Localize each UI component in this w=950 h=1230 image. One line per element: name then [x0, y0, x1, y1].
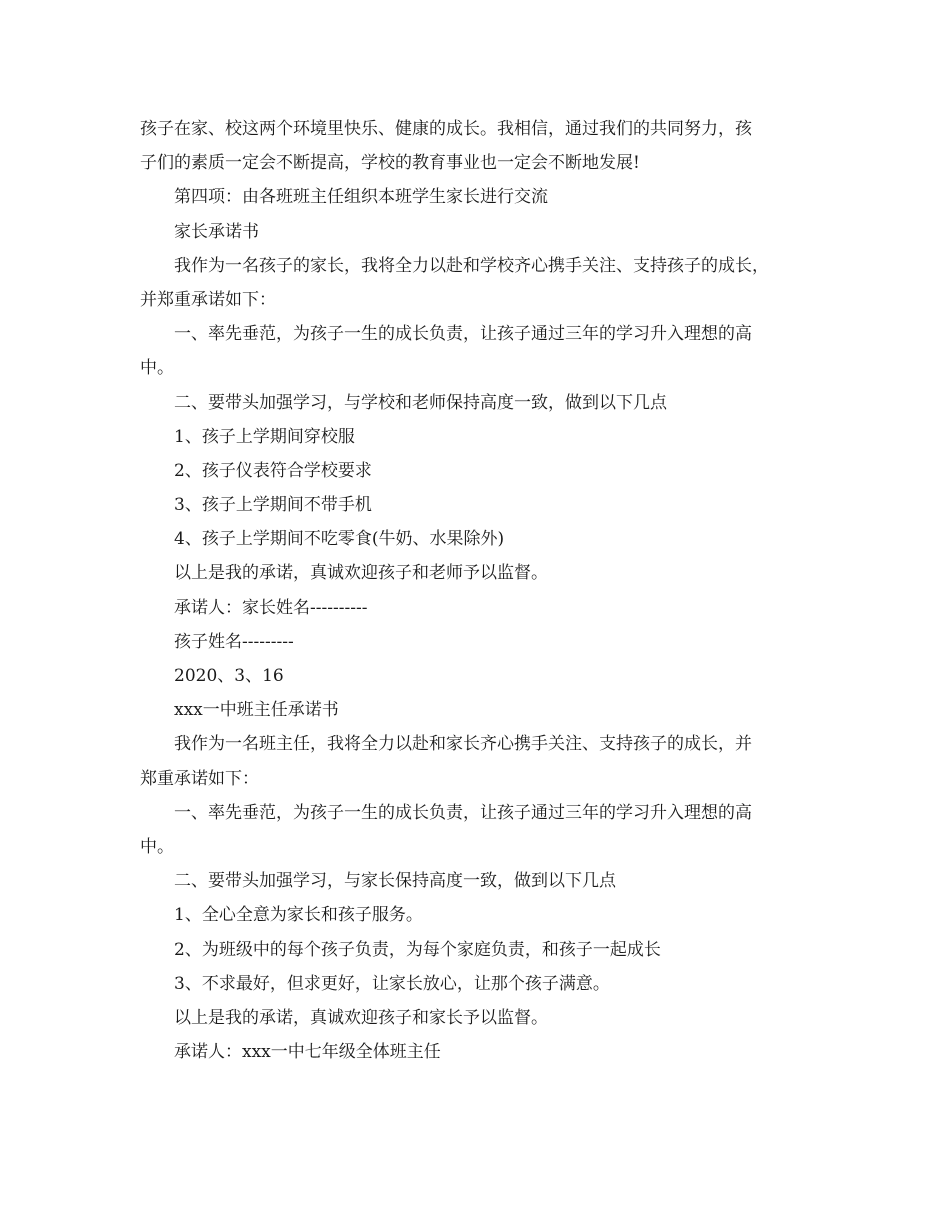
text-line: 2、孩子仪表符合学校要求 [174, 460, 372, 481]
text-line: 家长承诺书 [174, 221, 259, 242]
text-line: 1、全心全意为家长和孩子服务。 [174, 905, 423, 926]
document-body [140, 112, 820, 1069]
text-line: 中。 [140, 836, 174, 857]
text-line: 2、为班级中的每个孩子负责，为每个家庭负责，和孩子一起成长 [174, 939, 661, 960]
text-line: xxx一中班主任承诺书 [174, 700, 339, 721]
text-line: 二、要带头加强学习，与家长保持高度一致，做到以下几点 [174, 871, 616, 892]
text-line: 郑重承诺如下： [140, 768, 259, 789]
text-line: 一、率先垂范，为孩子一生的成长负责，让孩子通过三年的学习升入理想的高 [174, 324, 752, 345]
text-line: 2020、3、16 [174, 666, 284, 686]
text-line: 1、孩子上学期间穿校服 [174, 426, 355, 447]
text-line: 第四项：由各班班主任组织本班学生家长进行交流 [174, 187, 548, 208]
text-line: 我作为一名班主任，我将全力以赴和家长齐心携手关注、支持孩子的成长，并 [174, 734, 752, 755]
text-line: 以上是我的承诺，真诚欢迎孩子和老师予以监督。 [174, 563, 548, 584]
text-line: 子们的素质一定会不断提高，学校的教育事业也一定会不断地发展! [140, 153, 640, 174]
text-line: 3、孩子上学期间不带手机 [174, 495, 372, 516]
text-line: 二、要带头加强学习，与学校和老师保持高度一致，做到以下几点 [174, 392, 667, 413]
text-line: 4、孩子上学期间不吃零食(牛奶、水果除外) [174, 529, 505, 550]
text-line: 中。 [140, 358, 174, 379]
text-line: 一、率先垂范，为孩子一生的成长负责，让孩子通过三年的学习升入理想的高 [174, 802, 752, 823]
text-line: 承诺人：家长姓名---------- [174, 597, 368, 618]
text-line: 孩子姓名--------- [174, 631, 294, 652]
text-line: 孩子在家、校这两个环境里快乐、健康的成长。我相信，通过我们的共同努力，孩 [140, 119, 752, 139]
text-line: 承诺人：xxx一中七年级全体班主任 [174, 1042, 441, 1063]
text-line: 并郑重承诺如下： [140, 289, 276, 310]
text-line: 以上是我的承诺，真诚欢迎孩子和家长予以监督。 [174, 1007, 548, 1028]
text-line: 我作为一名孩子的家长，我将全力以赴和学校齐心携手关注、支持孩子的成长， [174, 255, 769, 276]
text-line: 3、不求最好，但求更好，让家长放心，让那个孩子满意。 [174, 973, 610, 994]
